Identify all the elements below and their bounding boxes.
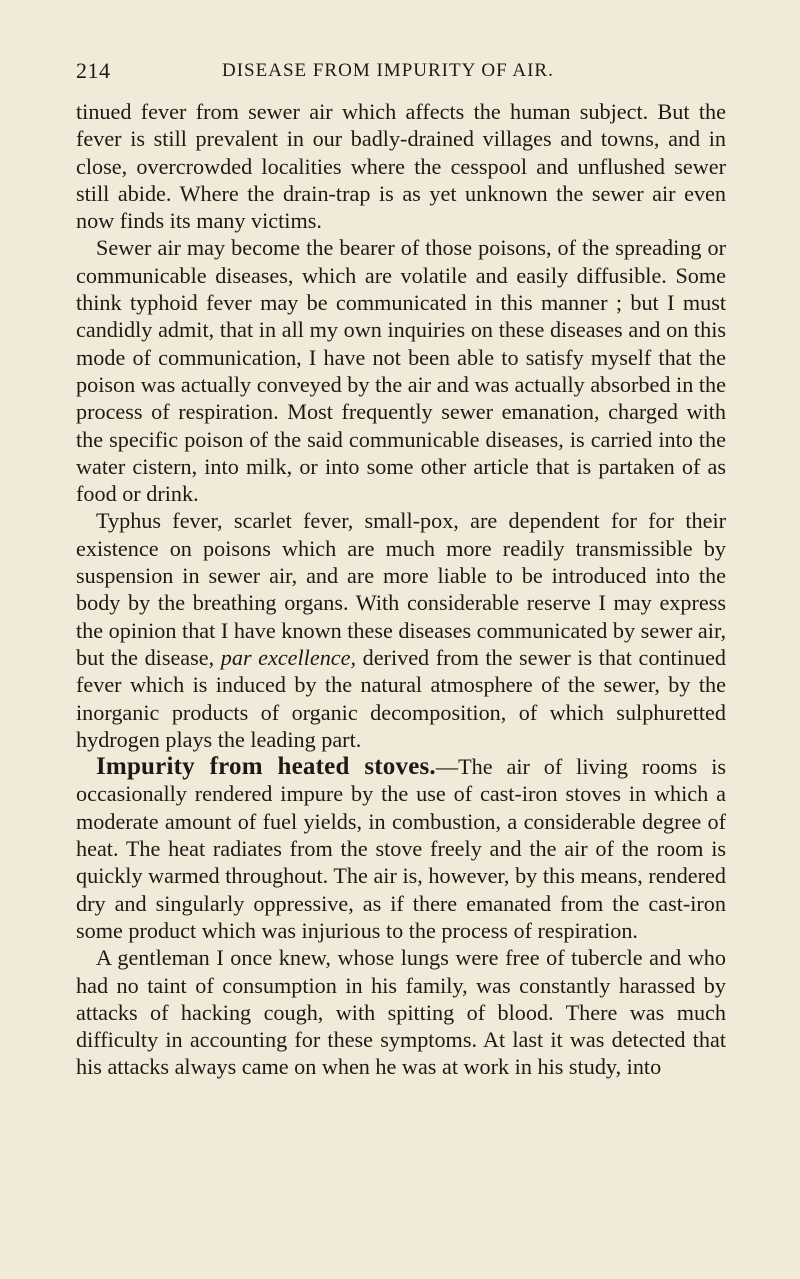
page-number: 214 bbox=[76, 58, 111, 83]
paragraph-4-text: —The air of living rooms is occasionally rendered impure by the use of cast-iron stoves in which a moderate amount of fuel yields, in combustion, a considerable degree of heat. The heat radiates from the stove freely and the air of the room is quickly warmed throughout. The air is, however, by this means, rendered dry and singularly oppressive, as if there emanated from the cast-iron some product which was injurious to the process of respiration. bbox=[76, 754, 726, 943]
paragraph-5: A gentleman I once knew, whose lungs were free of tubercle and who had no taint of consumption in his family, was constantly harassed by attacks of hacking cough, with spitting of blood. There was much difficulty in accounting for these symptoms. At last it was detected that his attacks always came on when he was at work in his study, into bbox=[76, 945, 726, 1080]
running-head: DISEASE FROM IMPURITY OF AIR. bbox=[222, 60, 554, 81]
italic-phrase: par excellence, bbox=[220, 644, 357, 670]
paragraph-2: Sewer air may become the bearer of those poisons, of the spreading or communicable diseases, which are volatile and easily diffusible. Some think typhoid fever may be communicated in this manner ; but I must candidly admit, that in all my own inquiries on these diseases and on this mode of communication, I have not been able to satisfy myself that the poison was actually conveyed by the air and was actually absorbed in the process of respiration. Most frequently sewer emanation, charged with the specific poison of the said communicable diseases, is carried into the water cistern, into milk, or into some other article that is partaken of as food or drink. bbox=[76, 235, 726, 507]
page-header bbox=[76, 58, 726, 88]
paragraph-3-text-a: Typhus fever, scarlet fever, small-pox, are dependent for for their existence on poisons which are much more readily transmissible by suspension in sewer air, and are more liable to be introduced into the body by the breathing organs. With considerable reserve I may express the opinion that I have known these diseases communicated by sewer air, but the disease, bbox=[76, 508, 726, 670]
paragraph-3-text-b: derived from the sewer is that continued fever which is induced by the natural atmosphere of the sewer, by the inorganic products of organic decomposition, of which sulphuretted hydrogen plays the leading part. bbox=[76, 644, 727, 752]
paragraph-1: tinued fever from sewer air which affects the human subject. But the fever is still prevalent in our badly-drained villages and towns, and in close, overcrowded localities where the cesspool and unflushed sewer still abide. Where the drain-trap is as yet unknown the sewer air even now finds its many victims. bbox=[76, 99, 726, 234]
section-heading: Impurity from heated stoves. bbox=[96, 753, 436, 781]
paragraph-4 bbox=[76, 753, 726, 944]
body-text bbox=[76, 98, 726, 1081]
paragraph-3 bbox=[76, 507, 726, 753]
